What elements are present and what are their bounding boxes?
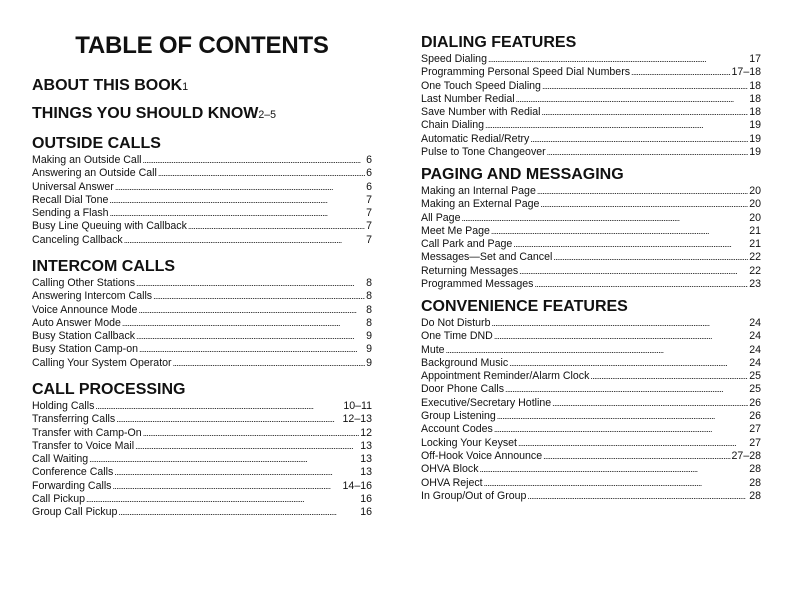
toc-entry[interactable]: Account Codes . . . 27 xyxy=(421,423,761,436)
toc-entry[interactable]: Returning Messages . . . 22 xyxy=(421,265,761,278)
toc-entry[interactable]: All Page . . . 20 xyxy=(421,212,761,225)
toc-entry[interactable]: Messages—Set and Cancel . . . 22 xyxy=(421,251,761,264)
toc-entry[interactable]: Off-Hook Voice Announce . . . 27–28 xyxy=(421,450,761,463)
section-heading: CONVENIENCE FEATURES xyxy=(421,298,628,315)
toc-entry[interactable]: Universal Answer . . . 6 xyxy=(32,181,372,194)
toc-entry[interactable]: Programmed Messages . . . 23 xyxy=(421,278,761,291)
section-heading: CALL PROCESSING xyxy=(32,381,186,398)
toc-entry[interactable]: Call Pickup . . . 16 xyxy=(32,493,372,506)
toc-entry-about-this-book[interactable]: ABOUT THIS BOOK 1 xyxy=(32,77,189,94)
toc-entry[interactable]: Call Waiting . . . 13 xyxy=(32,453,372,466)
page-title: TABLE OF CONTENTS xyxy=(75,32,329,59)
toc-entry[interactable]: Meet Me Page . . . 21 xyxy=(421,225,761,238)
toc-entry[interactable]: Busy Station Callback . . . 9 xyxy=(32,330,372,343)
toc-entry[interactable]: Chain Dialing . . . 19 xyxy=(421,119,761,132)
toc-entry[interactable]: Group Listening . . . 26 xyxy=(421,410,761,423)
toc-entry[interactable]: Recall Dial Tone . . . 7 xyxy=(32,194,372,207)
toc-entry[interactable]: Calling Your System Operator . . . 9 xyxy=(32,357,372,370)
section-heading: INTERCOM CALLS xyxy=(32,258,176,275)
toc-entry[interactable]: Busy Station Camp-on . . . 9 xyxy=(32,343,372,356)
toc-entry[interactable]: Auto Answer Mode . . . 8 xyxy=(32,317,372,330)
toc-entry[interactable]: Mute . . . 24 xyxy=(421,344,761,357)
section-dialing-features xyxy=(421,33,761,159)
section-outside-calls xyxy=(32,134,372,247)
toc-entry[interactable]: Transferring Calls . . . 12–13 xyxy=(32,413,372,426)
toc-entry[interactable]: Call Park and Page . . . 21 xyxy=(421,238,761,251)
toc-entry[interactable]: Answering an Outside Call . . . 6 xyxy=(32,167,372,180)
toc-entry[interactable]: Making an External Page . . . 20 xyxy=(421,198,761,211)
toc-entry[interactable]: One Touch Speed Dialing . . . 18 xyxy=(421,80,761,93)
toc-entry[interactable]: Conference Calls . . . 13 xyxy=(32,466,372,479)
toc-entry[interactable]: Speed Dialing . . . 17 xyxy=(421,53,761,66)
toc-entry[interactable]: Making an Internal Page . . . 20 xyxy=(421,185,761,198)
toc-entry-things-you-should-know[interactable]: THINGS YOU SHOULD KNOW 2–5 xyxy=(32,105,277,122)
entry-list xyxy=(421,53,761,159)
toc-entry[interactable]: Background Music . . . 24 xyxy=(421,357,761,370)
toc-entry[interactable]: In Group/Out of Group . . . 28 xyxy=(421,490,761,503)
top-entries xyxy=(32,77,372,127)
section-convenience-features xyxy=(421,297,761,503)
toc-entry[interactable]: Group Call Pickup . . . 16 xyxy=(32,506,372,519)
toc-entry[interactable]: Pulse to Tone Changeover . . . 19 xyxy=(421,146,761,159)
toc-entry[interactable]: Locking Your Keyset . . . 27 xyxy=(421,437,761,450)
toc-entry[interactable]: Voice Announce Mode . . . 8 xyxy=(32,304,372,317)
toc-entry[interactable]: Holding Calls . . . 10–11 xyxy=(32,400,372,413)
section-heading: PAGING AND MESSAGING xyxy=(421,166,624,183)
toc-entry[interactable]: Forwarding Calls . . . 14–16 xyxy=(32,480,372,493)
section-intercom-calls xyxy=(32,257,372,370)
entry-list xyxy=(32,400,372,520)
toc-entry[interactable]: Canceling Callback . . . 7 xyxy=(32,234,372,247)
section-paging-and-messaging xyxy=(421,165,761,291)
toc-entry[interactable]: Sending a Flash . . . 7 xyxy=(32,207,372,220)
toc-entry[interactable]: Busy Line Queuing with Callback . . . 7 xyxy=(32,220,372,233)
section-heading: OUTSIDE CALLS xyxy=(32,135,161,152)
toc-entry[interactable]: Making an Outside Call . . . 6 xyxy=(32,154,372,167)
toc-entry[interactable]: Last Number Redial . . . 18 xyxy=(421,93,761,106)
toc-entry[interactable]: OHVA Block . . . 28 xyxy=(421,463,761,476)
toc-entry[interactable]: Automatic Redial/Retry . . . 19 xyxy=(421,133,761,146)
section-heading: DIALING FEATURES xyxy=(421,34,577,51)
entry-list xyxy=(32,154,372,247)
toc-entry[interactable]: Do Not Disturb . . . 24 xyxy=(421,317,761,330)
toc-entry[interactable]: Save Number with Redial . . . 18 xyxy=(421,106,761,119)
toc-entry[interactable]: One Time DND . . . 24 xyxy=(421,330,761,343)
toc-entry[interactable]: Transfer with Camp-On . . . 12 xyxy=(32,427,372,440)
toc-entry[interactable]: Calling Other Stations . . . 8 xyxy=(32,277,372,290)
toc-entry[interactable]: Programming Personal Speed Dial Numbers . . . 17–18 xyxy=(421,66,761,79)
section-call-processing xyxy=(32,380,372,520)
entry-list xyxy=(32,277,372,370)
entry-list xyxy=(421,185,761,291)
toc-entry[interactable]: Answering Intercom Calls . . . 8 xyxy=(32,290,372,303)
entry-list xyxy=(421,317,761,503)
toc-entry[interactable]: Transfer to Voice Mail . . . 13 xyxy=(32,440,372,453)
toc-entry[interactable]: Appointment Reminder/Alarm Clock . . . 25 xyxy=(421,370,761,383)
toc-entry[interactable]: OHVA Reject . . . 28 xyxy=(421,477,761,490)
toc-entry[interactable]: Executive/Secretary Hotline . . . 26 xyxy=(421,397,761,410)
toc-entry[interactable]: Door Phone Calls . . . 25 xyxy=(421,383,761,396)
